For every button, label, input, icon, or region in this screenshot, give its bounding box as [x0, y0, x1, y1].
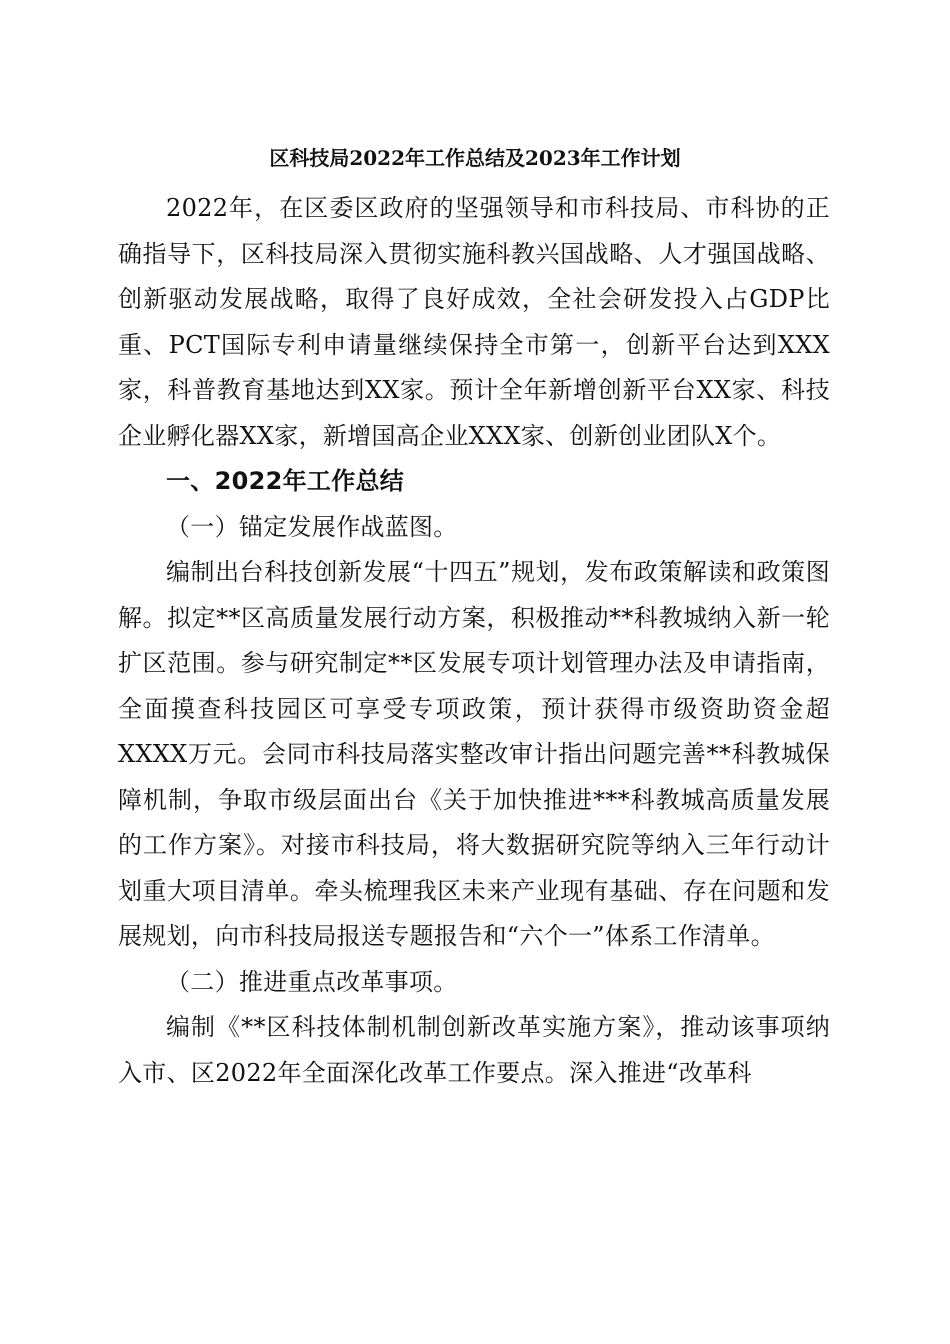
subsection-heading-2: （二）推进重点改革事项。 [166, 967, 458, 996]
subsection-heading-1: （一）锚定发展作战蓝图。 [166, 512, 458, 541]
section-heading-summary: 一、2022年工作总结 [166, 467, 405, 495]
document-body [118, 186, 830, 1096]
document-title: 区科技局2022年工作总结及2023年工作计划 [269, 146, 681, 170]
subsection-1-paragraph: 编制出台科技创新发展“十四五”规划，发布政策解读和政策图解。拟定**区高质量发展行动方案，积极推动**科教城纳入新一轮扩区范围。参与研究制定**区发展专项计划管理办法及申请指南，全面摸查科技园区可享受专项政策，预计获得市级资助资金超XXXX万元。会同市科技局落实整改审计指出问题完善**科教城保障机制，争取市级层面出台《关于加快推进***科教城高质量发展的工作方案》。对接市科技局，将大数据研究院等纳入三年行动计划重大项目清单。牵头梳理我区未来产业现有基础、存在问题和发展规划，向市科技局报送专题报告和“六个一”体系工作清单。 [118, 558, 830, 950]
subsection-2-paragraph: 编制《**区科技体制机制创新改革实施方案》，推动该事项纳入市、区2022年全面深化改革工作要点。深入推进“改革科 [118, 1013, 830, 1087]
intro-paragraph: 2022年，在区委区政府的坚强领导和市科技局、市科协的正确指导下，区科技局深入贯彻实施科教兴国战略、人才强国战略、创新驱动发展战略，取得了良好成效，全社会研发投入占GDP比重、PCT国际专利申请量继续保持全市第一，创新平台达到XXX家，科普教育基地达到XX家。预计全年新增创新平台XX家、科技企业孵化器XX家，新增国高企业XXX家、创新创业团队X个。 [118, 194, 830, 450]
